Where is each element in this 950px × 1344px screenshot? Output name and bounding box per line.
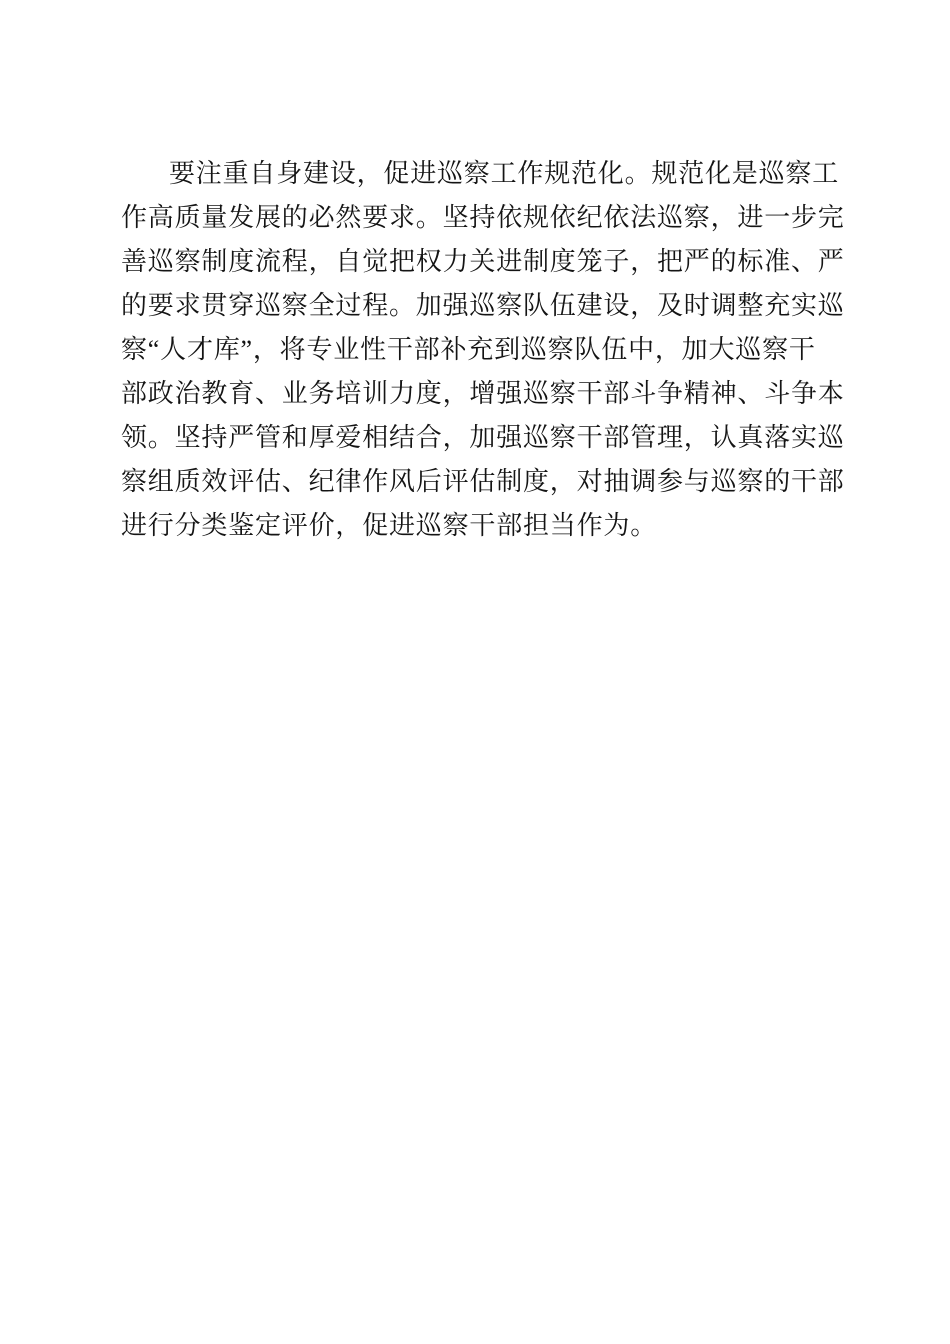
paragraph-line: 要注重自身建设，促进巡察工作规范化。规范化是巡察工 [169, 159, 840, 188]
paragraph-line: 领。坚持严管和厚爱相结合，加强巡察干部管理，认真落实巡 [121, 423, 845, 452]
paragraph-line: 察组质效评估、纪律作风后评估制度，对抽调参与巡察的干部 [121, 467, 845, 496]
paragraph-line: 察“人才库”，将专业性干部补充到巡察队伍中，加大巡察干 [121, 335, 816, 364]
paragraph-line: 部政治教育、业务培训力度，增强巡察干部斗争精神、斗争本 [121, 379, 845, 408]
paragraph-line: 作高质量发展的必然要求。坚持依规依纪依法巡察，进一步完 [121, 203, 845, 232]
paragraph [121, 152, 847, 548]
paragraph-line: 善巡察制度流程，自觉把权力关进制度笼子，把严的标准、严 [121, 247, 845, 276]
paragraph-line: 进行分类鉴定评价，促进巡察干部担当作为。 [121, 511, 658, 540]
paragraph-line: 的要求贯穿巡察全过程。加强巡察队伍建设，及时调整充实巡 [121, 291, 845, 320]
